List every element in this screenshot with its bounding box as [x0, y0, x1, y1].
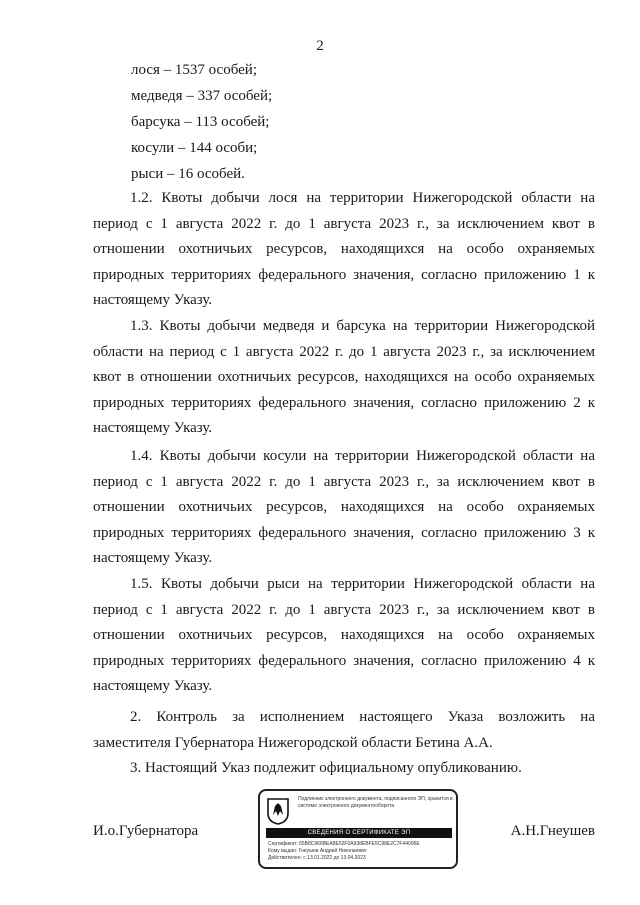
coat-of-arms-icon: [266, 797, 290, 825]
paragraph-1-5: 1.5. Квоты добычи рыси на территории Нижегородской области на период с 1 августа 2022 г. до 1 августа 2023 г., за исключением квот в отношении охотничьих ресурсов, находящихся на особо охраняемых природных территориях федерального значения, согласно приложению 4 к настоящему Указу.: [93, 576, 595, 694]
list-item-elk: лося – 1537 особей;: [131, 62, 257, 78]
paragraph-1-4: 1.4. Квоты добычи косули на территории Нижегородской области на период с 1 августа 2022 г. до 1 августа 2023 г., за исключением квот в отношении охотничьих ресурсов, находящихся на особо охраняемых природных территориях федерального значения, согласно приложению 3 к настоящему Указу.: [93, 448, 595, 566]
page-number: 2: [316, 38, 324, 54]
signature-title: И.о.Губернатора: [93, 823, 199, 839]
stamp-bar: СВЕДЕНИЯ О СЕРТИФИКАТЕ ЭП: [266, 828, 452, 838]
list-item-roe-deer: косули – 144 особи;: [131, 140, 258, 156]
stamp-header: Подлинник электронного документа, подписанного ЭП, хранится в системе электронного документооборота: [298, 796, 453, 809]
list-item-bear: медведя – 337 особей;: [131, 88, 273, 104]
stamp-certificate: Сертификат: 65B8C966BEA8E52F0A938EBFE5C98E2C7F44096E: [268, 841, 420, 847]
signature-name: А.Н.Гнеушев: [510, 823, 595, 839]
electronic-signature-stamp: [258, 789, 458, 869]
list-item-lynx: рыси – 16 особей.: [131, 166, 245, 182]
paragraph-1-3: 1.3. Квоты добычи медведя и барсука на территории Нижегородской области на период с 1 августа 2022 г. до 1 августа 2023 г., за исключением квот в отношении охотничьих ресурсов, находящихся на особо охраняемых природных территориях федерального значения, согласно приложению 2 к настоящему Указу.: [93, 318, 595, 436]
list-item-badger: барсука – 113 особей;: [131, 114, 270, 130]
stamp-valid: Действителен: с 13.01.2022 до 13.04.2023: [268, 855, 366, 861]
paragraph-2: 2. Контроль за исполнением настоящего Указа возложить на заместителя Губернатора Нижегородской области Бетина А.А.: [93, 709, 595, 751]
paragraph-1-2: 1.2. Квоты добычи лося на территории Нижегородской области на период с 1 августа 2022 г. до 1 августа 2023 г., за исключением квот в отношении охотничьих ресурсов, находящихся на особо охраняемых природных территориях федерального значения, согласно приложению 1 к настоящему Указу.: [93, 190, 595, 308]
paragraph-3: 3. Настоящий Указ подлежит официальному опубликованию.: [130, 760, 522, 776]
stamp-owner: Кому выдан: Гнеушев Андрей Николаевич: [268, 848, 367, 854]
